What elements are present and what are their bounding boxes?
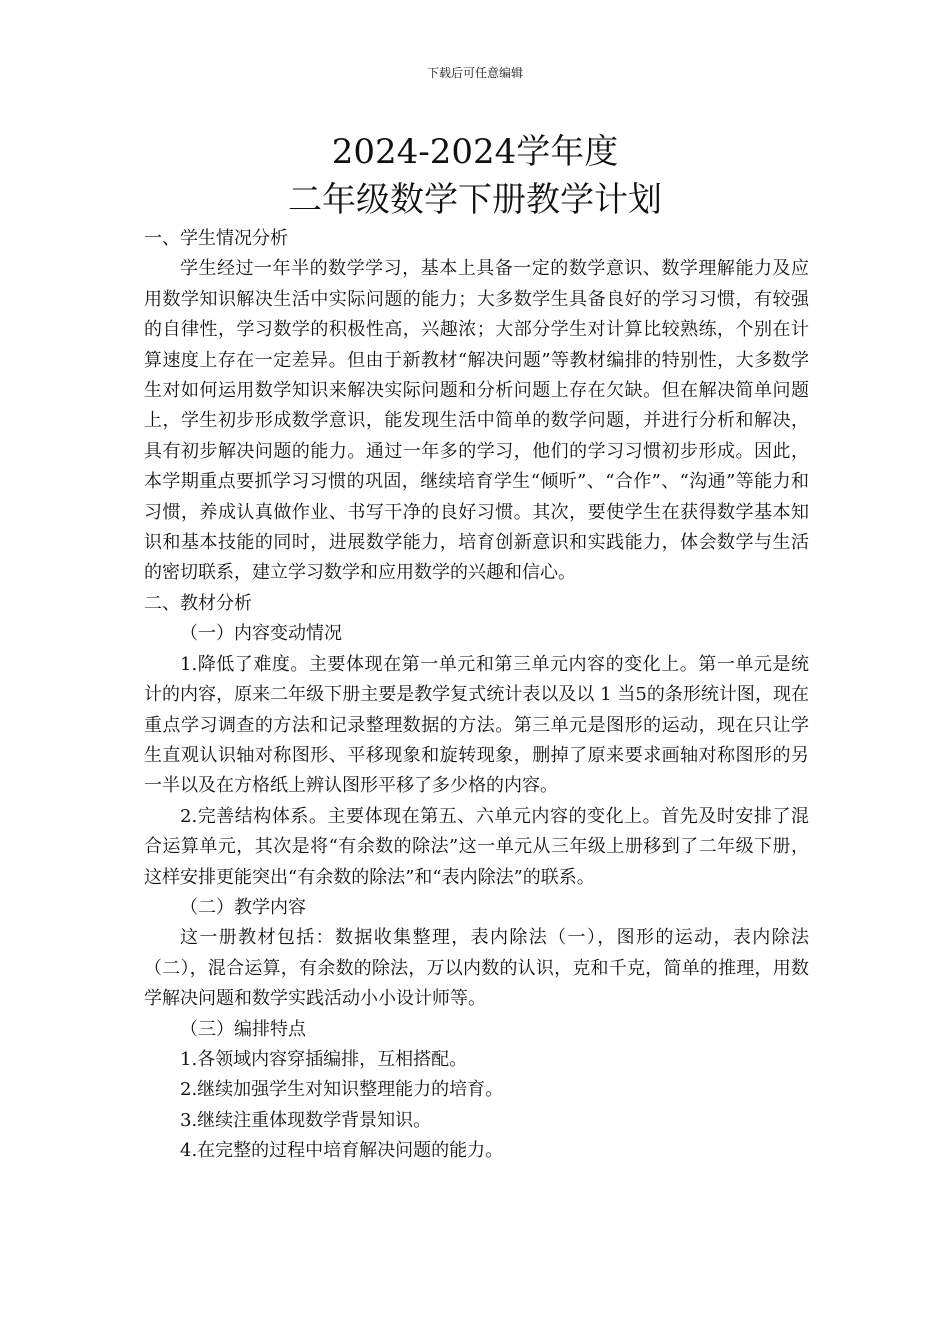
document-title-line1: 2024-2024学年度 <box>331 132 619 172</box>
content-change-item-2: 2.完善结构体系。主要体现在第五、六单元内容的变化上。首先及时安排了混合运算单元，其次是将“有余数的除法”这一单元从三年级上册移到了二年级下册，这样安排更能突出“有余数的除法”和“表内除法”的联系。 <box>144 805 809 888</box>
section-heading-textbook-analysis: 二、教材分析 <box>144 592 252 614</box>
feature-item-3: 3.继续注重体现数学背景知识。 <box>180 1109 432 1131</box>
student-analysis-paragraph: 学生经过一年半的数学学习，基本上具备一定的数学意识、数学理解能力及应用数学知识解决生活中实际问题的能力；大多数学生具备良好的学习习惯，有较强的自律性，学习数学的积极性高，兴趣浓；大部分学生对计算比较熟练，个别在计算速度上存在一定差异。但由于新教材“解决问题”等教材编排的特别性，大多数学生对如何运用数学知识来解决实际问题和分析问题上存在欠缺。但在解决简单问题上，学生初步形成数学意识，能发现生活中简单的数学问题，并进行分析和解决，具有初步解决问题的能力。通过一年多的学习，他们的学习习惯初步形成。因此，本学期重点要抓学习习惯的巩固，继续培育学生“倾听”、“合作”、“沟通”等能力和习惯，养成认真做作业、书写干净的良好习惯。其次，要使学生在获得数学基本知识和基本技能的同时，进展数学能力，培育创新意识和实践能力，体会数学与生活的密切联系，建立学习数学和应用数学的兴趣和信心。 <box>144 258 809 584</box>
feature-item-1: 1.各领域内容穿插编排，互相搭配。 <box>180 1048 468 1070</box>
page-header: 下载后可任意编辑 <box>426 66 523 80</box>
subheading-content-changes: （一）内容变动情况 <box>180 623 342 645</box>
subheading-layout-features: （三）编排特点 <box>180 1018 306 1040</box>
feature-item-2: 2.继续加强学生对知识整理能力的培育。 <box>180 1079 504 1101</box>
teaching-content-paragraph: 这一册教材包括：数据收集整理，表内除法（一），图形的运动，表内除法（二），混合运算，有余数的除法，万以内数的认识，克和千克，简单的推理，用数学解决问题和数学实践活动小小设计师等。 <box>144 927 809 1010</box>
subheading-teaching-content: （二）教学内容 <box>180 896 306 918</box>
section-heading-student-analysis: 一、学生情况分析 <box>144 228 288 249</box>
content-change-item-1: 1.降低了难度。主要体现在第一单元和第三单元内容的变化上。第一单元是统计的内容，原来二年级下册主要是教学复式统计表以及以 1 当5的条形统计图，现在重点学习调查的方法和记录整理数据的方法。第三单元是图形的运动，现在只让学生直观认识轴对称图形、平移现象和旋转现象，删掉了原来要求画轴对称图形的另一半以及在方格纸上辨认图形平移了多少格的内容。 <box>144 653 809 797</box>
document-title-line2: 二年级数学下册教学计划 <box>288 180 662 220</box>
document-body <box>144 224 809 1167</box>
feature-item-4: 4.在完整的过程中培育解决问题的能力。 <box>180 1140 504 1162</box>
